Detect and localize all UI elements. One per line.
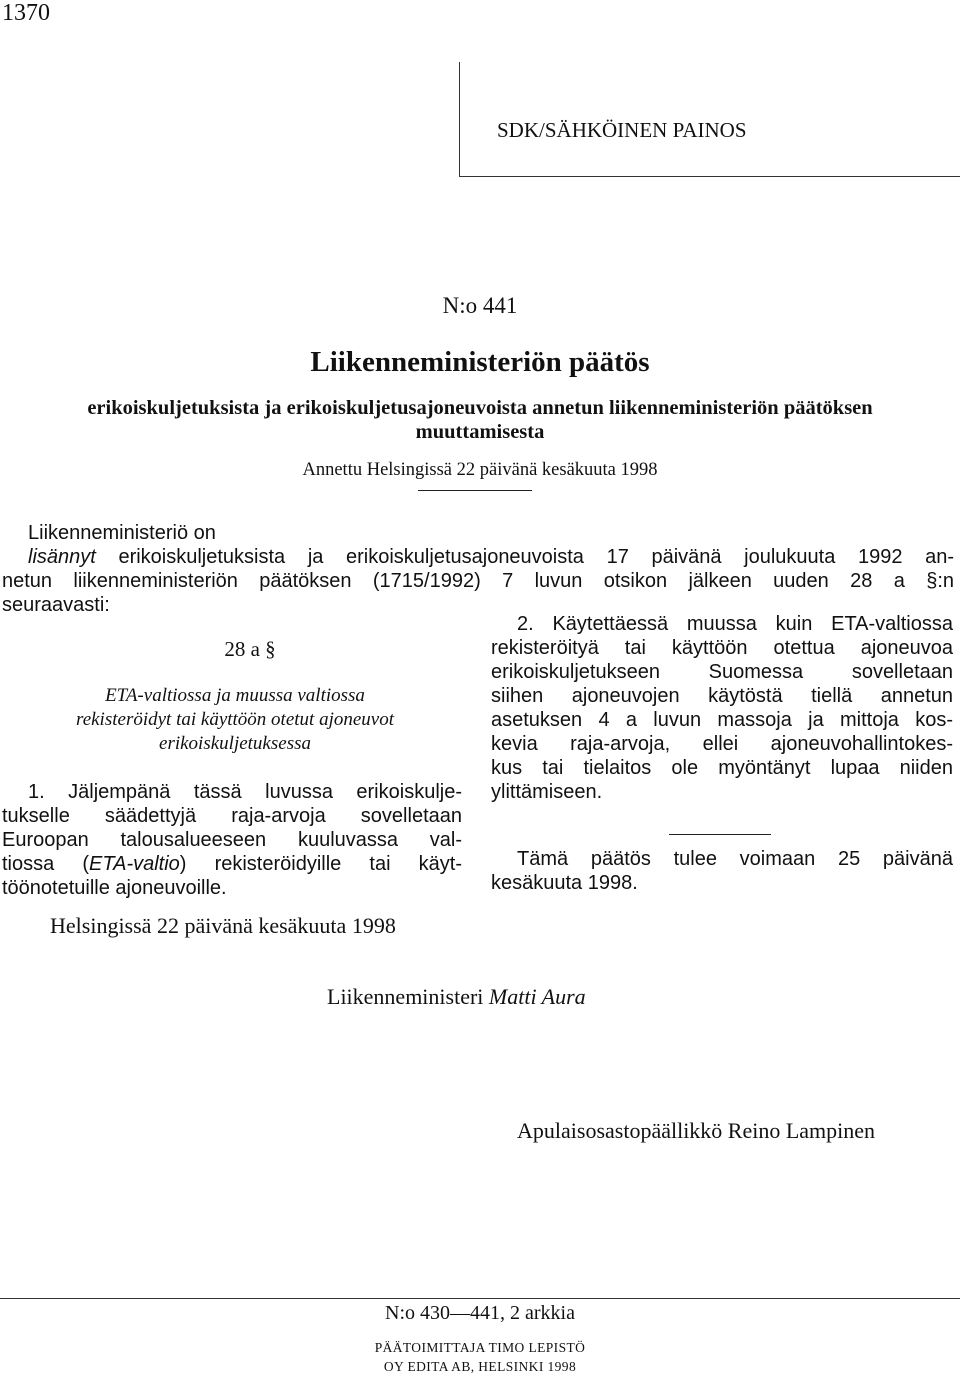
minister-signature (327, 984, 586, 1010)
subtitle-line: erikoiskuljetuksista ja erikoiskuljetusajoneuvoista annetun liikenneministeriön päätöksen (87, 397, 873, 419)
para-line: siihen ajoneuvojen käytöstä tiellä annetun (491, 685, 953, 707)
footer-publisher: OY EDITA AB, HELSINKI 1998 (383, 1359, 577, 1374)
assistant-signature: Apulaisosastopäällikkö Reino Lampinen (517, 1118, 876, 1143)
section-heading (0, 684, 470, 756)
para-line: ylittämiseen. (491, 781, 603, 803)
intro-line (2, 545, 954, 569)
section-divider (669, 834, 771, 835)
para-line: kus tai tielaitos ole myöntänyt lupaa niiden (491, 757, 953, 779)
subtitle-line: muuttamisesta (415, 421, 545, 443)
decision-subtitle (0, 396, 960, 444)
intro-line: seuraavasti: (2, 594, 110, 616)
para-text: ) rekisteröidyille tai käyt- (179, 853, 462, 875)
para-line: 2. Käytettäessä muussa kuin ETA-valtiossa (517, 613, 953, 635)
para-line: Euroopan talousalueeseen kuuluvassa val- (2, 829, 462, 851)
para-line: erikoiskuljetukseen Suomessa sovelletaan (491, 661, 953, 683)
heading-line: erikoiskuljetuksessa (159, 733, 311, 754)
para-line (2, 852, 462, 876)
intro-text: erikoiskuljetuksista ja erikoiskuljetusajoneuvoista 17 päivänä joulukuuta 1992 an- (95, 546, 954, 568)
para-text: tiossa ( (2, 853, 90, 875)
section-number: 28 a § (224, 637, 276, 661)
paragraph-1 (2, 780, 462, 900)
para-line: kesäkuuta 1998. (491, 872, 638, 894)
page-number: 1370 (2, 0, 50, 26)
decision-number: N:o 441 (442, 293, 518, 318)
footer-issue: N:o 430—441, 2 arkkia (385, 1302, 575, 1324)
title-divider (418, 490, 532, 491)
footer-editor: PÄÄTOIMITTAJA TIMO LEPISTÖ (374, 1340, 586, 1355)
intro-paragraph (2, 521, 954, 617)
decision-title: Liikenneministeriön päätös (310, 346, 650, 378)
intro-line: netun liikenneministeriön päätöksen (1715/1992) 7 luvun otsikon jälkeen uuden 28 a §:n (2, 570, 954, 592)
paragraph-2 (491, 612, 953, 804)
para-italic: ETA-valtio (89, 853, 180, 875)
minister-title: Liikenneministeri (327, 984, 489, 1009)
heading-line: ETA-valtiossa ja muussa valtiossa (105, 685, 365, 706)
edition-label: SDK/SÄHKÖINEN PAINOS (497, 118, 747, 142)
heading-line: rekisteröidyt tai käyttöön otetut ajoneuvot (76, 709, 394, 730)
para-line: kevia raja-arvoja, ellei ajoneuvohallintokes- (491, 733, 953, 755)
para-line: rekisteröityä tai käyttöön otettua ajoneuvoa (491, 637, 953, 659)
para-line: töönotetuille ajoneuvoille. (2, 877, 227, 899)
intro-italic: lisännyt (28, 546, 96, 568)
footer-publisher-info (0, 1338, 960, 1376)
para-line: tukselle säädettyjä raja-arvoja sovelletaan (2, 805, 462, 827)
para-line: Tämä päätös tulee voimaan 25 päivänä (517, 848, 953, 870)
signing-place-date: Helsingissä 22 päivänä kesäkuuta 1998 (50, 913, 396, 938)
given-date: Annettu Helsingissä 22 päivänä kesäkuuta 1998 (302, 460, 658, 480)
paragraph-3 (491, 847, 953, 895)
intro-line: Liikenneministeriö on (28, 522, 216, 544)
para-line: asetuksen 4 a luvun massoja ja mittoja kos- (491, 709, 953, 731)
footer-divider (0, 1298, 960, 1299)
para-line: 1. Jäljempänä tässä luvussa erikoiskulje- (28, 781, 462, 803)
minister-name: Matti Aura (488, 984, 586, 1009)
